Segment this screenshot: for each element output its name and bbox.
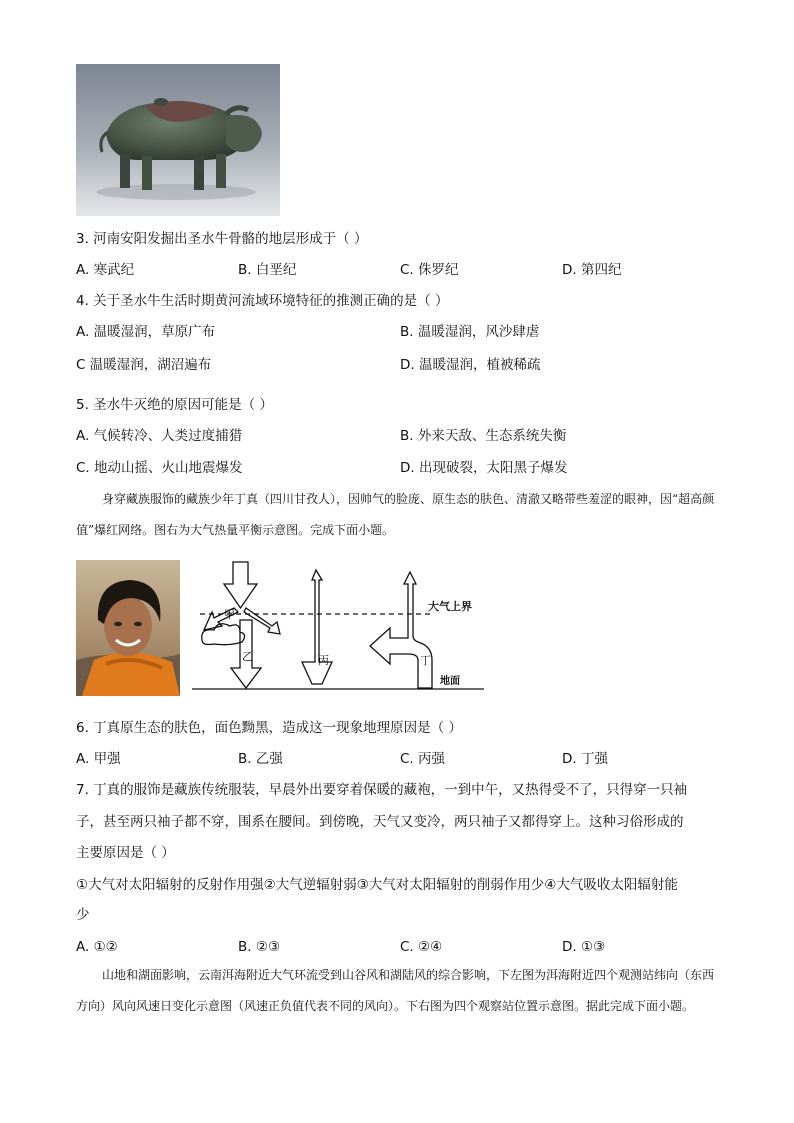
passage-dingzhen: [76, 484, 720, 546]
q5-option-c[interactable]: C. 地动山摇、火山地震爆发: [76, 460, 243, 476]
buffalo-image: [76, 64, 280, 216]
q7-option-c[interactable]: C. ②④: [400, 939, 443, 955]
q7-items-line2: 少: [76, 907, 90, 923]
q6-option-d[interactable]: D. 丁强: [562, 751, 608, 767]
q4-option-b[interactable]: B. 温暖湿润，风沙肆虐: [400, 324, 540, 340]
q7-option-b[interactable]: B. ②③: [238, 939, 281, 955]
q6-option-a[interactable]: A. 甲强: [76, 751, 121, 767]
label-yi: 乙: [242, 650, 253, 663]
q6-option-b[interactable]: B. 乙强: [238, 751, 283, 767]
q7-line3: 主要原因是（ ）: [76, 845, 175, 861]
q4-stem: 4. 关于圣水牛生活时期黄河流域环境特征的推测正确的是（ ）: [76, 293, 449, 309]
q7-line1: 7. 丁真的服饰是藏族传统服装，早晨外出要穿着保暖的藏袍，一到中午，又热得受不了，只得穿一只袖: [76, 782, 688, 798]
arrow-reflect-right: [244, 608, 280, 634]
q7-items-line1: ①大气对太阳辐射的反射作用强②大气逆辐射弱③大气对太阳辐射的削弱作用少④大气吸收太阳辐射能: [76, 877, 678, 893]
q3-option-a[interactable]: A. 寒武纪: [76, 262, 135, 278]
label-ding: 丁: [420, 654, 431, 667]
q3-option-d[interactable]: D. 第四纪: [562, 262, 622, 278]
dingzhen-photo: [76, 560, 180, 696]
heat-balance-svg: [182, 560, 488, 696]
passage-erhai: [76, 960, 720, 1022]
heat-balance-diagram: [182, 560, 488, 696]
label-atmosphere-top: 大气上界: [428, 600, 472, 613]
label-ground: 地面: [440, 676, 460, 687]
q7-line2: 子，甚至两只袖子都不穿，围系在腰间。到傍晚，天气又变冷，两只袖子又都得穿上。这种习俗形成的: [76, 814, 684, 830]
q4-option-d[interactable]: D. 温暖湿润，植被稀疏: [400, 357, 541, 373]
portrait-image: [76, 560, 180, 696]
q7-option-d[interactable]: D. ①③: [562, 939, 606, 955]
label-jia: 甲: [224, 608, 235, 621]
q5-stem: 5. 圣水牛灭绝的原因可能是（ ）: [76, 397, 273, 413]
q3-option-b[interactable]: B. 白垩纪: [238, 262, 297, 278]
q6-stem: 6. 丁真原生态的肤色，面色黝黑，造成这一现象地理原因是（ ）: [76, 720, 462, 736]
passage-dingzhen-text: 身穿藏族服饰的藏族少年丁真（四川甘孜人），因帅气的脸庞、原生态的肤色、清澈又略带些羞涩的眼神，因“超高颜值”爆红网络。图右为大气热量平衡示意图。完成下面小题。: [76, 492, 715, 537]
q5-option-a[interactable]: A. 气候转冷、人类过度捕猎: [76, 428, 243, 444]
arrow-ding: [370, 572, 432, 688]
q5-option-b[interactable]: B. 外来天敌、生态系统失衡: [400, 428, 567, 444]
q3-stem: 3. 河南安阳发掘出圣水牛骨骼的地层形成于（ ）: [76, 231, 368, 247]
buffalo-photo: [76, 64, 280, 216]
passage-erhai-text: 山地和湖面影响，云南洱海附近大气环流受到山谷风和湖陆风的综合影响，下左图为洱海附近四个观测站纬向（东西方向）风向风速日变化示意图（风速正负值代表不同的风向）。下右图为四个观察站位置示意图。据此完成下面小题。: [76, 968, 715, 1013]
q5-option-d[interactable]: D. 出现破裂，太阳黑子爆发: [400, 460, 568, 476]
q4-option-c[interactable]: C 温暖湿润，湖沼遍布: [76, 357, 212, 373]
solar-incoming-arrow: [224, 562, 257, 608]
q3-option-c[interactable]: C. 侏罗纪: [400, 262, 459, 278]
label-bing: 丙: [318, 654, 329, 667]
q4-option-a[interactable]: A. 温暖湿润，草原广布: [76, 324, 216, 340]
cloud-icon: [202, 624, 245, 645]
q6-option-c[interactable]: C. 丙强: [400, 751, 446, 767]
q7-option-a[interactable]: A. ①②: [76, 939, 118, 955]
